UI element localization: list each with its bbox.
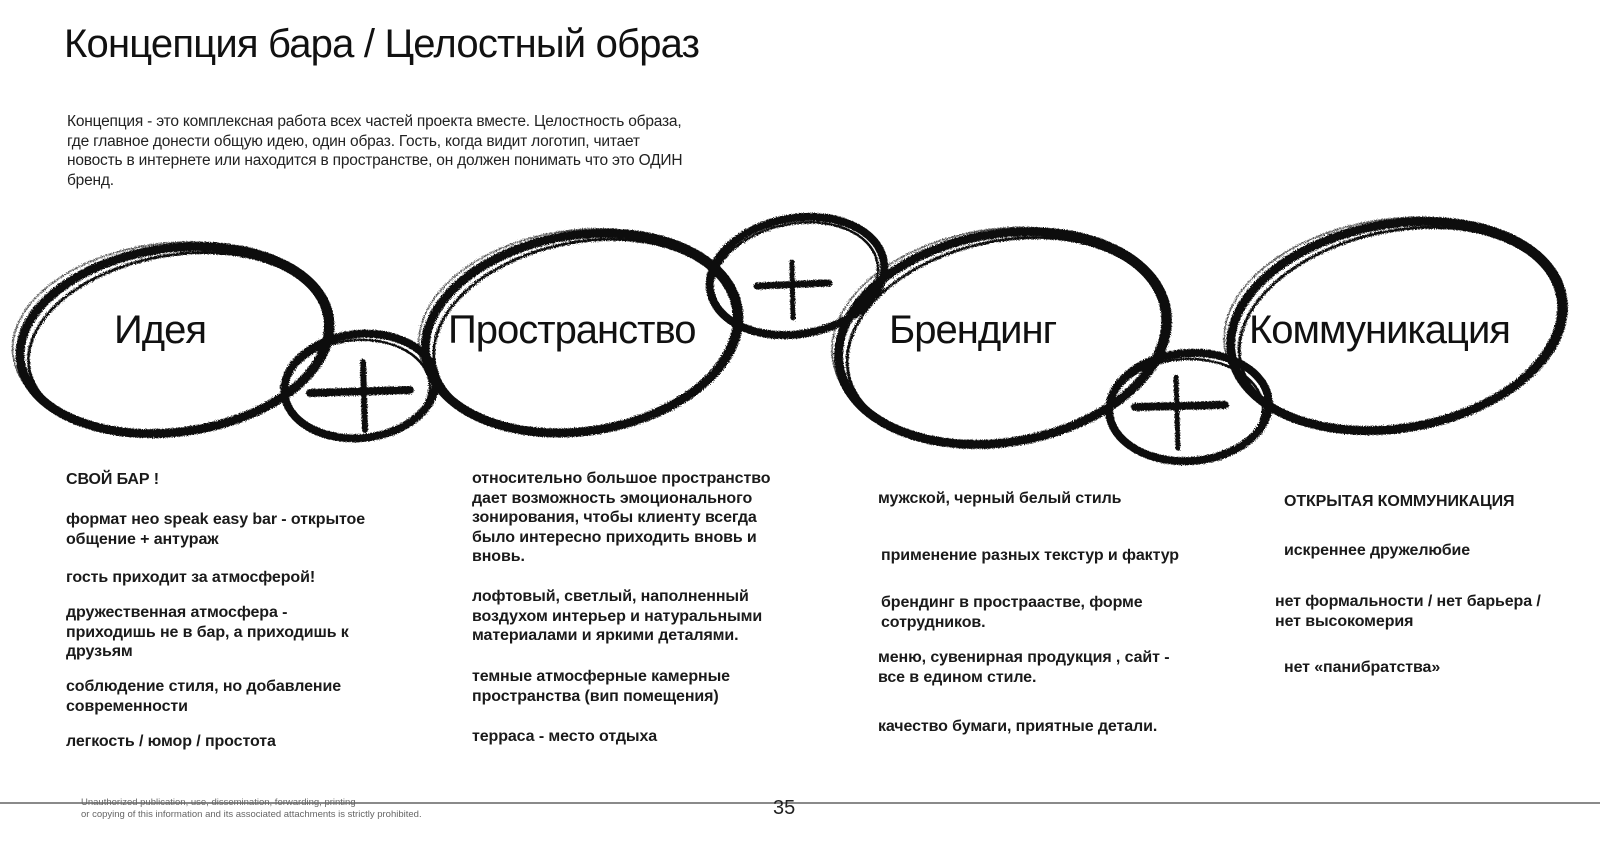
list-item: легкость / юмор / простота [66,733,276,750]
list-item: нет «панибратства» [1284,659,1441,676]
list-item: темные атмосферные камерные пространства (вип помещения) [472,668,730,705]
list-item: дружественная атмосфера - приходишь не в бар, а приходишь к друзьям [66,604,349,661]
list-item: нет формальности / нет барьера / нет высокомерия [1275,593,1541,630]
intro-line: бренд. [67,171,114,189]
list-item: относительно большое пространство дает возможность эмоционального зонирования, чтобы клиенту всегда было интересно приходить вновь и вновь. [472,470,771,566]
list-item: брендинг в простраастве, форме сотрудников. [881,594,1143,631]
list-item: гость приходит за атмосферой! [66,569,316,586]
oval-label-communication: Коммуникация [1249,308,1510,352]
intro-line: Концепция - это комплексная работа всех частей проекта вместе. Целостность образа, [67,113,682,130]
list-item: ОТКРЫТАЯ КОММУНИКАЦИЯ [1284,493,1515,510]
list-item: искреннее дружелюбие [1284,542,1471,559]
intro-line: новость в интернете или находится в пространстве, он должен понимать что это ОДИН [67,152,683,170]
page-number: 35 [773,797,796,819]
oval-label-space: Пространство [448,308,696,352]
list-item: применение разных текстур и фактур [881,547,1179,564]
list-item: мужской, черный белый стиль [878,490,1122,507]
intro-paragraph [67,112,747,190]
list-item: соблюдение стиля, но добавление современности [66,678,342,715]
slide-title: Концепция бара / Целостный образ [64,22,700,66]
list-item: формат нео speak easy bar - открытое общение + антураж [66,511,366,548]
concept-diagram [0,200,1600,475]
list-item: качество бумаги, приятные детали. [878,718,1158,735]
list-item: терраса - место отдыха [472,728,658,745]
list-item: СВОЙ БАР ! [66,471,159,488]
oval-label-idea: Идея [114,308,206,352]
footer-disclaimer: Unauthorized publication, use, dissemination, forwarding, printing or copying of this information and its associated attachments is strictly prohibited. [81,797,422,820]
list-item: лофтовый, светлый, наполненный воздухом интерьер и натуральными материалами и яркими деталями. [472,588,763,645]
intro-line: где главное донести общую идею, один образ. Гость, когда видит логотип, читает [67,132,640,150]
plus-circle-3-icon [1105,348,1272,467]
oval-label-branding: Брендинг [889,308,1057,352]
list-item: меню, сувенирная продукция , сайт - все в едином стиле. [878,649,1170,686]
